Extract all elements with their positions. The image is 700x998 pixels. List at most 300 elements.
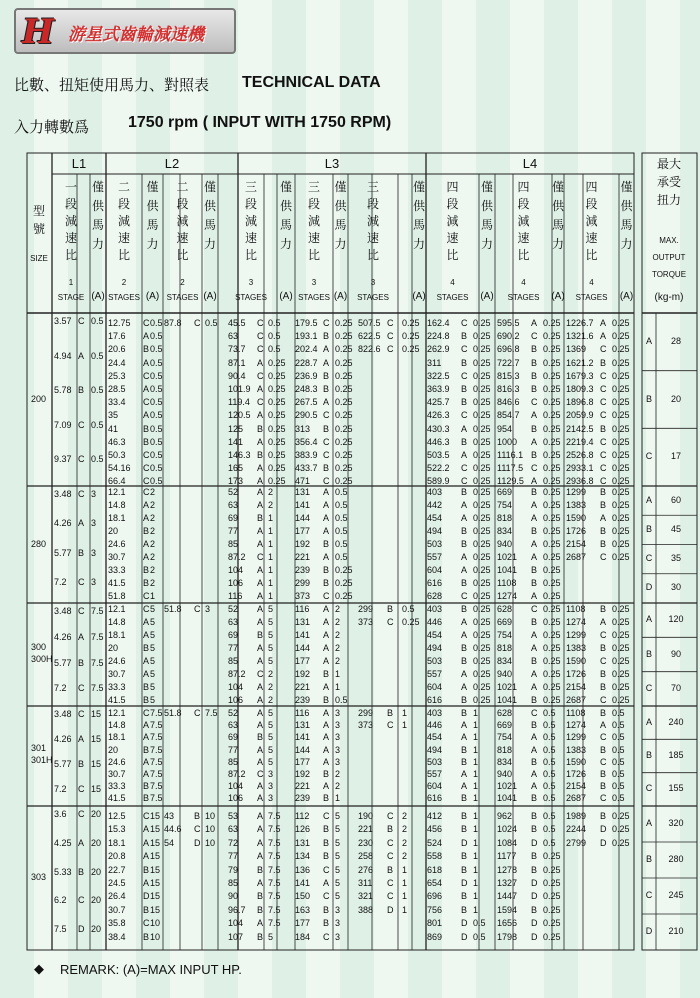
max-input-hp: 0.5 <box>612 720 625 731</box>
size-value: 300 <box>31 641 47 652</box>
torque-value: 30 <box>670 582 681 593</box>
max-input-hp: 0.25 <box>543 331 561 342</box>
ratio-header-char: 段 <box>64 197 77 211</box>
max-input-hp: 0.25 <box>543 878 561 888</box>
max-input-hp: 1 <box>402 720 408 731</box>
service-grade: B <box>257 513 264 523</box>
ratio-value: 669 <box>497 720 513 731</box>
service-grade: C <box>78 683 85 694</box>
ratio-value: 134 <box>295 851 311 862</box>
torque-value: 70 <box>670 682 681 693</box>
max-input-hp: 1 <box>473 891 479 902</box>
ratio-value: 131 <box>295 837 311 848</box>
service-grade: C <box>387 891 394 902</box>
max-input-hp: 2 <box>268 487 274 497</box>
service-grade: A <box>461 565 468 575</box>
ratio-header-char: 段 <box>585 197 598 211</box>
ratio-value: 388 <box>358 904 374 915</box>
max-input-hp: 0.25 <box>543 864 561 875</box>
service-grade: C <box>531 604 538 614</box>
service-grade: A <box>531 436 538 447</box>
ratio-value: 869 <box>427 931 443 942</box>
ratio-value: 24.6 <box>108 656 126 666</box>
group-label: L1 <box>71 156 87 171</box>
service-grade: A <box>257 656 264 666</box>
service-grade: A <box>323 744 330 755</box>
ratio-header-char: 速 <box>176 231 189 245</box>
ratio-value: 52 <box>228 604 239 614</box>
service-grade: A <box>257 837 264 848</box>
stage-label: STAGES <box>357 293 389 302</box>
service-grade: C <box>323 318 330 328</box>
max-input-hp: 3 <box>335 756 341 767</box>
torque-value: 28 <box>670 335 681 346</box>
ratio-value: 107 <box>228 931 244 942</box>
max-input-hp: 0.25 <box>612 423 630 434</box>
max-input-hp: 0.5 <box>91 419 104 430</box>
service-grade: C <box>323 811 330 821</box>
service-grade: B <box>461 436 468 447</box>
service-grade: C <box>600 476 607 487</box>
ratio-value: 446 <box>427 617 443 627</box>
service-grade: A <box>257 918 264 929</box>
ratio-value: 141 <box>295 500 311 510</box>
ratio-value: 2799 <box>566 837 587 848</box>
ratio-value: 604 <box>427 682 443 692</box>
service-grade: C <box>387 837 394 848</box>
stage-label: STAGE <box>57 293 85 302</box>
max-input-hp: 7.5 <box>150 793 163 804</box>
ratio-value: 52 <box>228 487 239 497</box>
ratio-value: 3.6 <box>54 809 67 819</box>
hp-header-char: 力 <box>334 237 347 251</box>
size-value: 303 <box>31 872 47 882</box>
service-grade: A <box>257 793 264 804</box>
service-grade: A <box>323 756 330 767</box>
ratio-header-char: 速 <box>307 231 320 245</box>
ratio-value: 267.5 <box>295 397 318 408</box>
max-input-hp: 20 <box>91 809 102 819</box>
service-grade: C <box>323 931 330 942</box>
max-input-hp: 0.25 <box>268 463 286 474</box>
service-grade: C <box>257 344 264 355</box>
ratio-value: 321 <box>358 891 374 902</box>
ratio-header-char: 段 <box>446 197 459 211</box>
ratio-header-char: 速 <box>117 231 130 245</box>
max-input-hp: 15 <box>150 811 161 821</box>
ratio-value: 430.3 <box>427 423 450 434</box>
service-grade: B <box>78 547 85 558</box>
ratio-value: 3.48 <box>54 489 72 499</box>
service-grade: B <box>143 744 150 755</box>
ratio-value: 1590 <box>566 756 587 767</box>
max-input-hp: 3 <box>205 604 211 614</box>
max-input-hp: 15 <box>91 759 102 769</box>
ratio-value: 604 <box>427 781 443 792</box>
ratio-value: 28.5 <box>108 384 126 394</box>
service-grade: B <box>600 708 607 718</box>
service-grade: C <box>600 397 607 408</box>
service-grade: A <box>323 643 330 653</box>
service-grade: B <box>323 918 330 929</box>
ratio-value: 1299 <box>566 732 587 743</box>
ratio-value: 1656 <box>497 918 518 929</box>
service-grade: A <box>257 851 264 862</box>
torque-value: 90 <box>670 648 681 659</box>
max-input-hp: 0.25 <box>335 344 353 355</box>
torque-value: 35 <box>670 553 681 564</box>
max-input-hp: 0.25 <box>543 513 561 523</box>
ratio-value: 221 <box>295 682 311 692</box>
torque-grade: C <box>645 783 653 794</box>
max-input-hp: 20 <box>91 866 102 877</box>
max-input-hp: 2 <box>402 851 408 862</box>
ratio-header-char: 減 <box>446 214 459 228</box>
service-grade: A <box>143 410 150 421</box>
max-input-hp: 0.5 <box>543 824 556 835</box>
service-grade: B <box>531 793 538 804</box>
max-input-hp: 7.5 <box>91 683 104 694</box>
service-grade: A <box>323 630 330 640</box>
max-input-hp: 5 <box>268 617 274 627</box>
ratio-value: 104 <box>228 781 244 792</box>
ratio-value: 4.26 <box>54 518 72 529</box>
service-grade: C <box>323 436 330 447</box>
service-grade: B <box>461 851 468 862</box>
hp-header-char: 力 <box>279 237 292 251</box>
max-input-hp: 0.25 <box>612 331 630 342</box>
max-input-hp: 0.25 <box>612 357 630 368</box>
max-input-hp: 15 <box>150 904 161 915</box>
service-grade: A <box>323 357 330 368</box>
ratio-header-char: 比 <box>244 248 257 262</box>
service-grade: B <box>387 824 394 835</box>
ratio-value: 507.5 <box>358 318 381 328</box>
ratio-value: 522.2 <box>427 463 450 474</box>
hp-unit: (A) <box>279 291 293 302</box>
max-input-hp: 2 <box>150 513 156 523</box>
service-grade: C <box>143 708 150 718</box>
ratio-value: 146.3 <box>228 450 251 460</box>
size-label-chinese: 型 <box>32 204 45 218</box>
stage-label: STAGES <box>298 293 330 302</box>
ratio-value: 454 <box>427 630 443 640</box>
max-input-hp: 0.25 <box>335 410 353 421</box>
service-grade: B <box>323 578 330 588</box>
ratio-value: 173 <box>228 476 244 487</box>
service-grade: A <box>143 630 150 640</box>
service-grade: B <box>600 604 607 614</box>
ratio-value: 1274 <box>566 720 587 731</box>
max-input-hp: 0.25 <box>268 450 286 460</box>
service-grade: C <box>600 344 607 355</box>
max-input-hp: 0.25 <box>612 604 630 614</box>
service-grade: B <box>194 811 201 821</box>
ratio-value: 1117.5 <box>497 463 524 474</box>
service-grade: A <box>323 344 330 355</box>
ratio-value: 616 <box>427 695 443 705</box>
remark-note: REMARK: (A)=MAX INPUT HP. <box>60 962 242 977</box>
service-grade: B <box>143 344 150 355</box>
service-grade: B <box>461 604 468 614</box>
max-input-hp: 5 <box>268 708 274 718</box>
max-input-hp: 0.25 <box>473 370 491 381</box>
service-grade: A <box>461 450 468 460</box>
service-grade: C <box>78 895 85 906</box>
ratio-value: 3.48 <box>54 709 72 719</box>
max-input-hp: 0.25 <box>543 436 561 447</box>
service-grade: B <box>461 695 468 705</box>
max-input-hp: 5 <box>268 756 274 767</box>
max-input-hp: 1 <box>268 513 274 523</box>
service-grade: A <box>531 643 538 653</box>
ratio-value: 628 <box>427 591 443 601</box>
ratio-value: 754 <box>497 500 513 510</box>
service-grade: B <box>323 695 330 705</box>
max-input-hp: 0.25 <box>473 397 491 408</box>
service-grade: A <box>531 669 538 679</box>
max-input-hp: 1 <box>473 811 479 821</box>
service-grade: C <box>194 318 201 328</box>
max-input-hp: 5 <box>150 604 156 614</box>
ratio-value: 12.1 <box>108 604 126 614</box>
hp-header-char: 僅 <box>551 180 564 194</box>
max-input-hp: 15 <box>150 824 161 835</box>
ratio-value: 1021 <box>497 682 518 692</box>
ratio-value: 1383 <box>566 744 587 755</box>
max-input-hp: 2 <box>335 604 341 614</box>
torque-header-english: TORQUE <box>651 270 687 279</box>
ratio-value: 141 <box>295 630 311 640</box>
stage-number: 4 <box>450 278 455 287</box>
ratio-value: 87.2 <box>228 669 246 679</box>
ratio-value: 12.1 <box>108 487 126 497</box>
service-grade: C <box>78 489 85 499</box>
service-grade: B <box>531 423 538 434</box>
max-input-hp: 1 <box>473 708 479 718</box>
max-input-hp: 3 <box>91 489 97 499</box>
hp-unit: (A) <box>412 291 426 302</box>
max-input-hp: 0.25 <box>543 656 561 666</box>
ratio-header-char: 減 <box>117 214 130 228</box>
max-input-hp: 0.25 <box>473 539 491 549</box>
max-input-hp: 5 <box>335 891 341 902</box>
ratio-value: 20 <box>108 526 119 536</box>
ratio-value: 403 <box>427 487 443 497</box>
ratio-value: 30.7 <box>108 669 126 679</box>
service-grade: B <box>387 604 394 614</box>
service-grade: A <box>323 781 330 792</box>
ratio-value: 6.2 <box>54 895 67 906</box>
max-input-hp: 0.25 <box>473 423 491 434</box>
max-input-hp: 7.5 <box>150 732 163 743</box>
service-grade: D <box>531 837 538 848</box>
max-input-hp: 0.25 <box>612 384 630 394</box>
ratio-header-char: 比 <box>117 248 130 262</box>
ratio-value: 669 <box>497 617 513 627</box>
service-grade: D <box>461 837 468 848</box>
max-input-hp: 0.5 <box>543 708 556 718</box>
service-grade: C <box>257 370 264 381</box>
ratio-value: 426.3 <box>427 410 450 421</box>
max-input-hp: 1 <box>473 793 479 804</box>
service-grade: B <box>257 630 264 640</box>
hp-unit: (A) <box>619 291 634 302</box>
max-input-hp: 3 <box>335 708 341 718</box>
max-input-hp: 0.5 <box>91 385 104 396</box>
ratio-value: 1021 <box>497 552 518 562</box>
max-input-hp: 0.25 <box>335 591 353 601</box>
service-grade: A <box>323 604 330 614</box>
service-grade: B <box>461 904 468 915</box>
service-grade: B <box>461 397 468 408</box>
service-grade: A <box>143 732 150 743</box>
ratio-value: 834 <box>497 756 513 767</box>
service-grade: A <box>143 878 150 888</box>
ratio-value: 1041 <box>497 793 518 804</box>
ratio-value: 193.1 <box>295 331 318 342</box>
ratio-value: 618 <box>427 864 443 875</box>
max-input-hp: 0.5 <box>150 423 163 434</box>
service-grade: B <box>600 744 607 755</box>
max-input-hp: 3 <box>268 793 274 804</box>
stage-label: STAGES <box>436 293 469 302</box>
service-grade: A <box>600 318 607 328</box>
max-input-hp: 0.25 <box>543 931 561 942</box>
max-input-hp: 0.25 <box>473 617 491 627</box>
max-input-hp: 0.25 <box>612 436 630 447</box>
ratio-value: 373 <box>295 591 311 601</box>
service-grade: C <box>143 591 150 601</box>
service-grade: D <box>531 918 538 929</box>
max-input-hp: 0.5 <box>150 450 163 460</box>
service-grade: C <box>143 811 150 821</box>
max-input-hp: 3 <box>335 720 341 731</box>
ratio-value: 77 <box>228 526 239 536</box>
max-input-hp: 1 <box>268 591 274 601</box>
max-input-hp: 5 <box>268 656 274 666</box>
ratio-value: 1274 <box>566 617 587 627</box>
torque-value: 45 <box>670 523 681 534</box>
ratio-value: 1798 <box>497 931 518 942</box>
service-grade: C <box>600 370 607 381</box>
ratio-value: 1021 <box>497 781 518 792</box>
ratio-value: 77 <box>228 851 239 862</box>
max-input-hp: 5 <box>335 878 341 888</box>
ratio-value: 1024 <box>497 824 518 835</box>
service-grade: C <box>600 463 607 474</box>
ratio-header-char: 減 <box>64 214 77 228</box>
ratio-value: 403 <box>427 708 443 718</box>
hp-header-char: 馬 <box>412 218 425 232</box>
ratio-value: 52 <box>228 708 239 718</box>
max-input-hp: 0.25 <box>473 384 491 394</box>
size-label-chinese: 號 <box>32 222 45 236</box>
ratio-value: 258 <box>358 851 374 862</box>
torque-value: 240 <box>668 716 684 727</box>
max-input-hp: 0.25 <box>335 578 353 588</box>
stage-number: 2 <box>121 278 127 287</box>
service-grade: B <box>600 487 607 497</box>
ratio-header-char: 段 <box>176 197 189 211</box>
ratio-value: 41.5 <box>108 793 126 804</box>
ratio-value: 940 <box>497 669 513 679</box>
ratio-value: 125 <box>228 423 244 434</box>
service-grade: B <box>531 384 538 394</box>
max-input-hp: 0.25 <box>268 410 286 421</box>
service-grade: B <box>600 669 607 679</box>
ratio-value: 126 <box>295 824 311 835</box>
service-grade: B <box>461 384 468 394</box>
service-grade: B <box>143 864 150 875</box>
service-grade: D <box>143 891 150 902</box>
max-input-hp: 0.25 <box>473 630 491 640</box>
logo-text: 游星式齒輪減速機 <box>68 25 204 44</box>
service-grade: A <box>257 781 264 792</box>
ratio-value: 7.5 <box>54 924 67 935</box>
torque-grade: D <box>645 582 653 593</box>
ratio-value: 44.6 <box>164 824 182 835</box>
ratio-value: 1726 <box>566 669 587 679</box>
max-input-hp: 0.25 <box>543 578 561 588</box>
service-grade: C <box>461 344 468 355</box>
hp-header-char: 僅 <box>480 180 493 194</box>
max-input-hp: 0.25 <box>543 487 561 497</box>
stage-number: 3 <box>311 278 317 287</box>
service-grade: B <box>143 526 150 536</box>
ratio-value: 1226.7 <box>566 318 594 328</box>
torque-grade: B <box>645 854 652 864</box>
max-input-hp: 0.25 <box>335 423 353 434</box>
service-grade: A <box>531 552 538 562</box>
ratio-value: 24.6 <box>108 539 126 549</box>
ratio-value: 962 <box>497 811 513 821</box>
max-input-hp: 0.5 <box>150 476 163 487</box>
torque-grade: B <box>645 648 652 659</box>
service-grade: B <box>143 565 150 575</box>
torque-value: 320 <box>668 818 684 828</box>
max-input-hp: 5 <box>150 682 156 692</box>
ratio-value: 815.3 <box>497 370 520 381</box>
ratio-header-char: 速 <box>585 231 598 245</box>
ratio-value: 524 <box>427 837 443 848</box>
hp-header-char: 供 <box>203 199 216 213</box>
max-input-hp: 5 <box>150 695 156 705</box>
max-input-hp: 5 <box>335 811 341 821</box>
hp-header-char: 力 <box>91 237 104 251</box>
torque-header-line2: 承受 <box>656 175 681 189</box>
service-grade: A <box>257 756 264 767</box>
group-label: L3 <box>324 156 340 171</box>
ratio-value: 940 <box>497 539 513 549</box>
ratio-value: 5.77 <box>54 759 72 769</box>
ratio-value: 3.57 <box>54 316 72 326</box>
service-grade: A <box>257 604 264 614</box>
max-input-hp: 0.25 <box>335 384 353 394</box>
max-input-hp: 0.25 <box>612 539 630 549</box>
ratio-value: 5.77 <box>54 547 72 558</box>
service-grade: D <box>531 878 538 888</box>
service-grade: D <box>461 931 468 942</box>
service-grade: B <box>531 656 538 666</box>
max-input-hp: 0.25 <box>612 370 630 381</box>
service-grade: A <box>143 720 150 731</box>
max-input-hp: 10 <box>150 918 161 929</box>
ratio-value: 373 <box>358 617 374 627</box>
ratio-value: 5.78 <box>54 385 72 396</box>
max-input-hp: 0.25 <box>612 811 630 821</box>
service-grade: B <box>600 500 607 510</box>
